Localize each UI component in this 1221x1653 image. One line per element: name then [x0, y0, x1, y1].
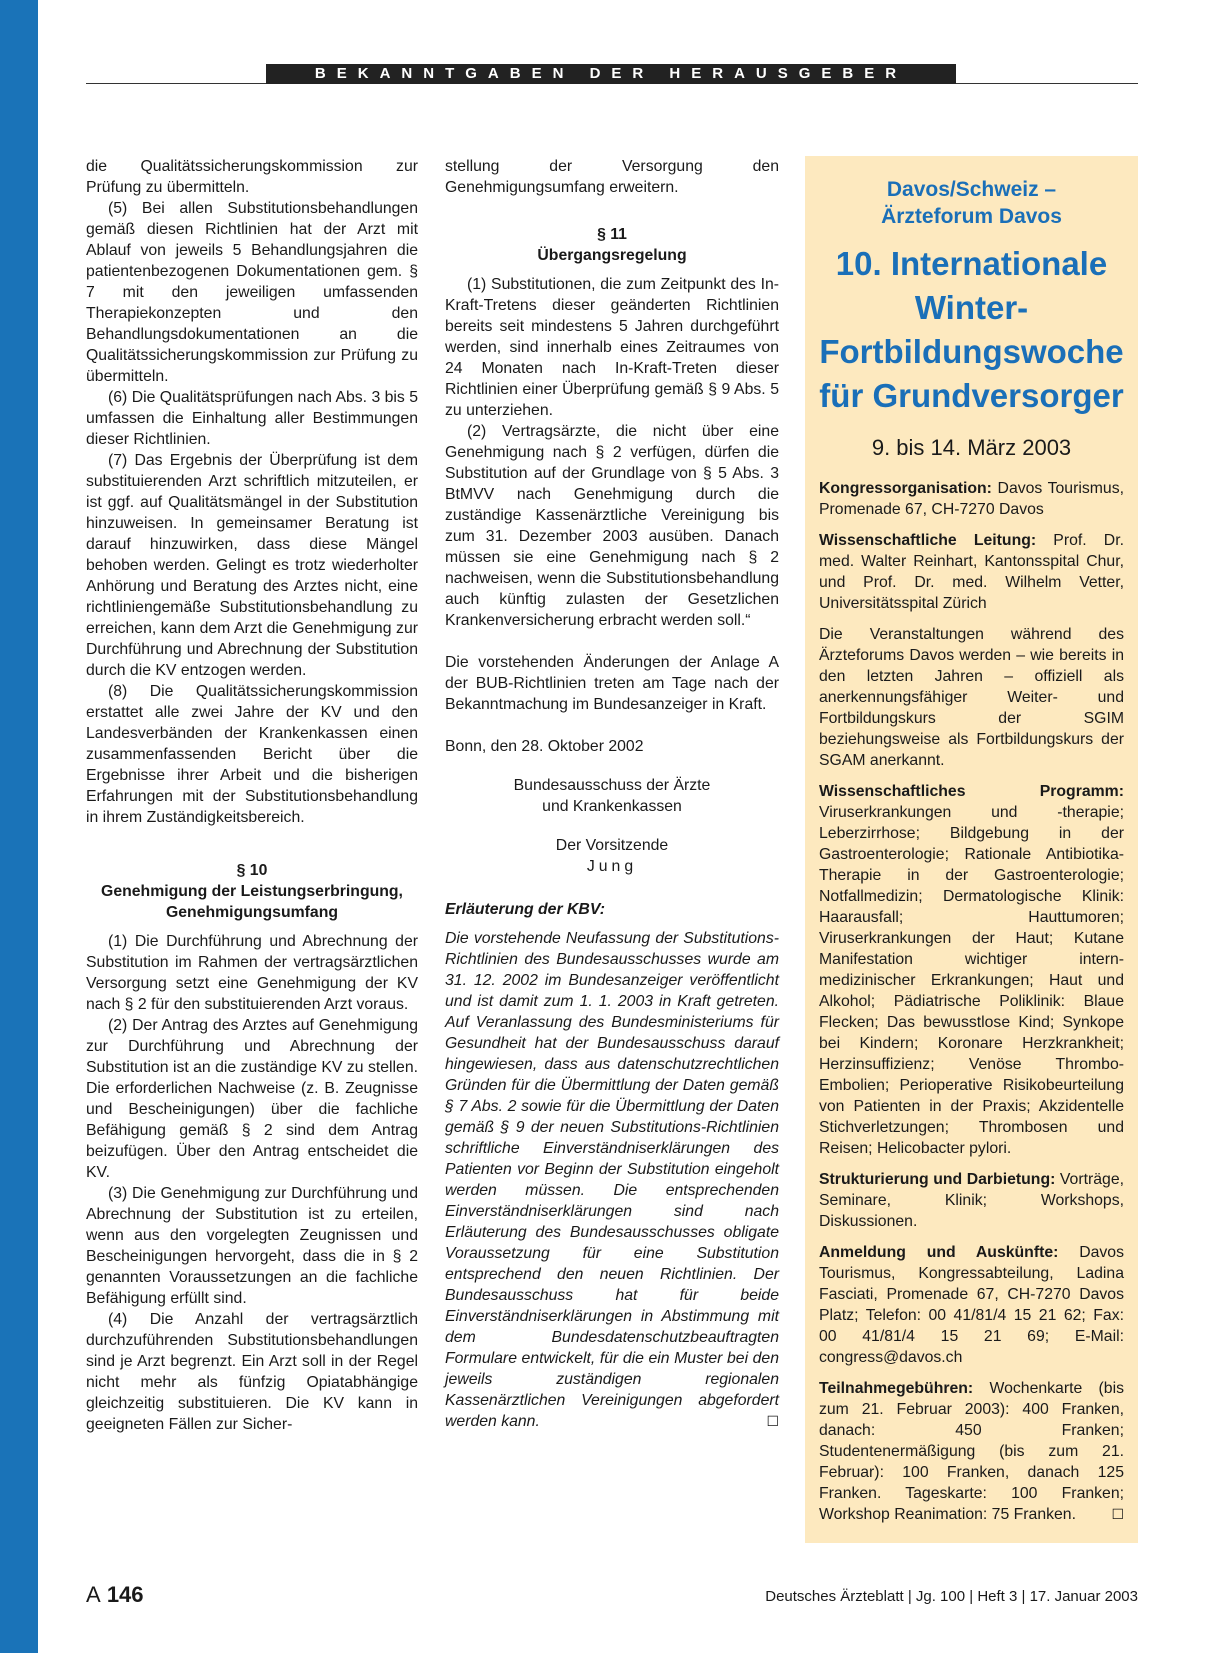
signatory-line: Der Vorsitzende	[555, 837, 669, 854]
section-title: Genehmigungsumfang	[165, 904, 338, 921]
end-mark-icon: ☐	[1111, 1506, 1124, 1522]
paragraph: die Qualitätssicherungskommission zur Prüfung zu übermitteln.	[86, 158, 418, 196]
label: Wissenschaftliche Leitung:	[819, 532, 1037, 549]
end-mark-icon: ☐	[766, 1413, 779, 1429]
section-number: § 10	[236, 862, 268, 879]
infobox-organisation	[819, 478, 1124, 520]
page-edge-color-bar	[0, 0, 38, 1653]
paragraph: Die vorstehenden Änderungen der Anlage A der BUB-Richtlinien treten am Tage nach der Bekanntmachung im Bundesanzeiger in Kraft.	[445, 654, 779, 713]
page-number-value: 146	[106, 1582, 144, 1607]
section-header: BEKANNTGABEN DER HERAUSGEBER	[266, 64, 956, 84]
value: Wochenkarte (bis zum 21. Februar 2003): 400 Franken, danach: 450 Franken; Studentenermäßigung (bis zum 21. Februar): 100 Franken, danach 125 Franken. Tageskarte: 100 Franken; Workshop Reanimation: 75 Franken.	[819, 1380, 1124, 1523]
signatory-line: Bundesausschuss der Ärzte	[513, 777, 711, 794]
page-number	[86, 1582, 144, 1608]
explanation-heading: Erläuterung der KBV:	[445, 901, 606, 918]
infobox-location: Davos/Schweiz –	[886, 178, 1057, 201]
value: Davos Tourismus, Promenade 67, CH-7270 Davos	[819, 480, 1124, 518]
paragraph: (2) Der Antrag des Arztes auf Genehmigung zur Durchführung und Abrechnung der Substitution ist an die zuständige KV zu stellen. Die erforderlichen Nachweise (z. B. Zeugnisse und Bescheinigungen) über die fachliche Befähigung gemäß § 2 sind dem Antrag beizufügen. Über den Antrag entscheidet die KV.	[86, 1017, 418, 1181]
paragraph: (1) Substitutionen, die zum Zeitpunkt des In-Kraft-Tretens dieser geänderten Richtlinien bereits seit mindestens 5 Jahren durchgeführt werden, sind innerhalb eines Zeitraumes von 24 Monaten nach In-Kraft-Treten dieser Richtlinien einer Überprüfung gemäß § 9 Abs. 5 zu unterziehen.	[445, 276, 779, 419]
infobox-structure	[819, 1169, 1124, 1232]
event-infobox	[805, 156, 1138, 1543]
label: Anmeldung und Auskünfte:	[819, 1244, 1059, 1261]
infobox-leitung	[819, 530, 1124, 614]
section-title: Übergangsregelung	[537, 247, 687, 264]
signing-date: Bonn, den 28. Oktober 2002	[445, 738, 644, 755]
signatory-name: Jung	[586, 858, 638, 875]
explanation-text	[445, 928, 779, 1432]
value: Vorträge, Seminare, Klinik; Workshops, Diskussionen.	[819, 1171, 1124, 1230]
infobox-date: 9. bis 14. März 2003	[871, 435, 1072, 460]
journal-citation: Deutsches Ärzteblatt | Jg. 100 | Heft 3 | 17. Januar 2003	[765, 1588, 1138, 1605]
paragraph: (5) Bei allen Substitutionsbehandlungen gemäß diesen Richtlinien hat der Arzt mit Ablauf von jeweils 5 Behandlungsjahren die patientenbezogenen Dokumentationen gem. § 7 mit den jeweiligen umfassenden Therapiekonzepten und den Behandlungsdokumentationen an die Qualitätssicherungskommission zur Prüfung zu übermitteln.	[86, 200, 418, 385]
paragraph: (7) Das Ergebnis der Überprüfung ist dem substituierenden Arzt schriftlich mitzuteilen, er ist ggf. auf Qualitätsmängel in der Substitution hinzuweisen. In gemeinsamer Beratung ist darauf hinzuwirken, dass diese Mängel behoben werden. Gelingt es trotz wiederholter Anhörung und Beratung des Arztes nicht, eine richtliniengemäße Substitutionsbehandlung zu erreichen, kann dem Arzt die Genehmigung zur Durchführung und Abrechnung der Substitution durch die KV entzogen werden.	[86, 452, 418, 679]
section-number: § 11	[597, 226, 627, 243]
value: Prof. Dr. med. Walter Reinhart, Kantonsspital Chur, und Prof. Dr. med. Wilhelm Vetter, Universitätsspital Zürich	[819, 532, 1124, 612]
label: Strukturierung und Darbietung:	[819, 1171, 1056, 1188]
infobox-fees	[819, 1378, 1124, 1525]
paragraph: (8) Die Qualitätssicherungskommission erstattet alle zwei Jahre der KV und den Landesverbänden der Krankenkassen einen zusammenfassenden Bericht über die Ergebnisse ihrer Arbeit und die bisherigen Erfahrungen mit der Substitutionsbehandlung in ihrem Zuständigkeitsbereich.	[86, 683, 418, 826]
explanation-body: Die vorstehende Neufassung der Substitutions-Richtlinien des Bundesausschusses wurde am 31. 12. 2002 im Bundesanzeiger veröffentlicht und ist damit zum 1. 1. 2003 in Kraft getreten. Auf Veranlassung des Bundesministeriums für Gesundheit hat der Bundesausschuss darauf hingewiesen, dass aus datenschutzrechtlichen Gründen für die Übermittlung der Daten gemäß § 7 Abs. 2 sowie für die Übermittlung der Daten gemäß § 9 der neuen Substitutions-Richtlinien schriftliche Einverständniserklärungen des Patienten vor Beginn der Substitution eingeholt werden müssen. Die entsprechenden Einverständniserklärungen sind nach Erläuterung des Bundesausschusses obligate Voraussetzung für eine Substitution entsprechend den neuen Richtlinien. Der Bundesausschuss hat für beide Einverständniserklärungen in Abstimmung mit dem Bundesdatenschutzbeauftragten Formulare entwickelt, für die ein Muster bei den jeweils zuständigen regionalen Kassenärztlichen Vereinigungen abgefordert werden kann.	[445, 930, 779, 1430]
infobox-title: 10. Internationale Winter-Fortbildungswoche für Grundversorger	[819, 245, 1124, 414]
text-column-middle	[445, 156, 779, 1432]
signatory-line: und Krankenkassen	[542, 798, 682, 815]
text-column-left	[86, 156, 418, 1435]
paragraph: (2) Vertragsärzte, die nicht über eine Genehmigung nach § 2 verfügen, dürfen die Substitution auf der Grundlage von § 5 Abs. 3 BtMVV nach Genehmigung durch die zuständige Kassenärztliche Vereinigung bis zum 31. Dezember 2003 ausüben. Danach müssen sie eine Genehmigung nach § 2 nachweisen, wenn die Substitutionsbehandlung auch künftig zulasten der Gesetzlichen Krankenversicherung erbracht werden soll.“	[445, 423, 779, 629]
paragraph: (3) Die Genehmigung zur Durchführung und Abrechnung der Substitution ist zu erteilen, wenn aus den vorgelegten Zeugnissen und Bescheinigungen hervorgeht, dass die in § 2 genannten Voraussetzungen an die fachliche Befähigung erfüllt sind.	[86, 1185, 418, 1307]
paragraph: (4) Die Anzahl der vertragsärztlich durchzuführenden Substitutionsbehandlungen sind je Arzt begrenzt. Ein Arzt soll in der Regel nicht mehr als fünfzig Opiatabhängige gleichzeitig substituieren. Die KV kann in geeigneten Fällen zur Sicher-	[86, 1311, 418, 1433]
paragraph: stellung der Versorgung den Genehmigungsumfang erweitern.	[445, 158, 779, 196]
page-prefix: A	[86, 1582, 101, 1607]
paragraph: (1) Die Durchführung und Abrechnung der Substitution im Rahmen der vertragsärztlichen Versorgung setzt eine Genehmigung der KV nach § 2 für den substituierenden Arzt voraus.	[86, 933, 418, 1013]
value: Davos Tourismus, Kongressabteilung, Ladina Fasciati, Promenade 67, CH-7270 Davos Platz; Telefon: 00 41/81/4 15 21 62; Fax: 00 41/81/4 15 21 69; E-Mail: congress@davos.ch	[819, 1244, 1124, 1366]
paragraph: (6) Die Qualitätsprüfungen nach Abs. 3 bis 5 umfassen die Einhaltung aller Bestimmungen dieser Richtlinien.	[86, 389, 418, 448]
value: Viruserkrankungen und -therapie; Leberzirrhose; Bildgebung in der Gastroenterologie; Rationale Antibiotika-Therapie in der Gastroenterologie; Notfallmedizin; Dermatologische Klinik: Haarausfall; Hauttumoren; Viruserkrankungen der Haut; Kutane Manifestation wichtiger intern-medizinischer Erkrankungen; Haut und Alkohol; Pädiatrische Poliklinik: Blaue Flecken; Das bewusstlose Kind; Synkope bei Kindern; Koronare Herzkrankheit; Herzinsuffizienz; Venöse Thrombo-Embolien; Perioperative Risikobeurteilung von Patienten in der Praxis; Akzidentelle Stichverletzungen; Thrombosen und Reisen; Helicobacter pylori.	[819, 804, 1124, 1157]
infobox-registration	[819, 1242, 1124, 1368]
infobox-program	[819, 781, 1124, 1159]
label: Kongressorganisation:	[819, 480, 992, 497]
infobox-recognition: Die Veranstaltungen während des Ärzteforums Davos werden – wie bereits in den letzten Jahren – offiziell als anerkennungsfähiger Weiter- und Fortbildungskurs der SGIM beziehungsweise als Fortbildungskurs der SGAM anerkannt.	[819, 626, 1124, 769]
section-title: Genehmigung der Leistungserbringung,	[101, 883, 403, 900]
label: Wissenschaftliches Programm:	[819, 783, 1124, 800]
infobox-location: Ärzteforum Davos	[881, 205, 1062, 228]
label: Teilnahmegebühren:	[819, 1380, 974, 1397]
